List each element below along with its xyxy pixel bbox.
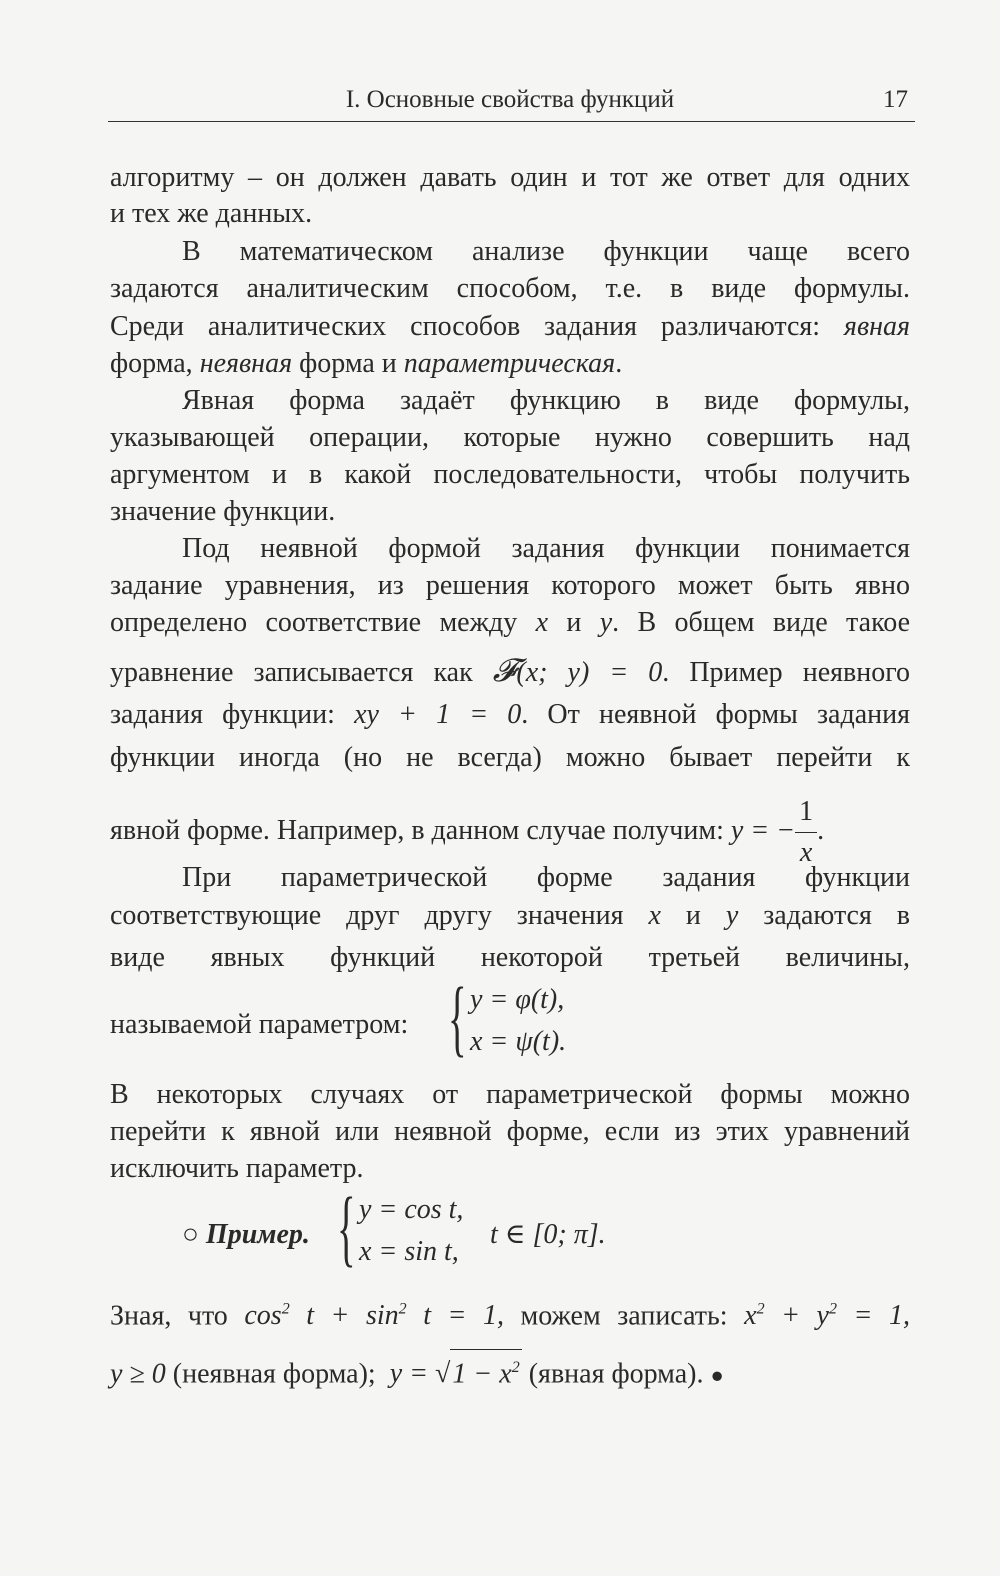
math-formula	[390, 1358, 522, 1389]
math-part: 1 − x	[452, 1358, 512, 1390]
text-span: . В общем виде такое	[612, 607, 911, 638]
circle-icon: ○	[182, 1219, 199, 1250]
system-row: x = sin t,	[359, 1236, 459, 1267]
italic-term: параметрическая	[403, 348, 616, 379]
superscript: 2	[756, 1301, 765, 1318]
superscript: 2	[398, 1301, 407, 1318]
text-line: задание уравнения, из решения которого может быть явно	[110, 570, 910, 601]
text-line	[110, 309, 910, 345]
text-line: функции иногда (но не всегда) можно бывает перейти к	[110, 742, 910, 773]
text-span: определено соответствие между	[110, 607, 518, 638]
text-span: Среди аналитических способов задания различаются:	[110, 311, 821, 342]
text-span: форма и	[299, 348, 397, 379]
italic-term: явная	[843, 311, 910, 342]
system-row: x = ψ(t).	[470, 1026, 567, 1057]
text-span: уравнение записывается как	[110, 657, 473, 688]
text-line: аргументом и в какой последовательности, чтобы получить	[110, 459, 910, 490]
math-var: y	[599, 607, 613, 638]
text-line: В математическом анализе функции чаще всего	[182, 236, 910, 267]
text-span: (неявная форма);	[172, 1358, 376, 1390]
text-span: можем записать:	[520, 1300, 728, 1332]
left-brace: {	[448, 969, 467, 1065]
superscript: 2	[281, 1301, 290, 1318]
math-formula: (x; y) = 0	[516, 657, 663, 688]
text-span: задания функции:	[110, 699, 335, 730]
fraction	[795, 798, 817, 867]
text-line: значение функции.	[110, 496, 336, 527]
text-span: .	[615, 348, 623, 379]
math-formula	[744, 1300, 910, 1331]
text-line: виде явных функций некоторой третьей величины,	[110, 942, 910, 973]
text-line: Явная форма задаёт функцию в виде формулы,	[182, 385, 910, 416]
math-part: x	[744, 1300, 757, 1332]
math-part: t + sin	[289, 1300, 399, 1332]
math-var: y	[725, 900, 739, 931]
example-title: Пример	[205, 1219, 303, 1250]
text-span: . Пример неявного	[662, 657, 911, 688]
sqrt-radicand	[450, 1349, 521, 1392]
italic-term: неявная	[199, 348, 293, 379]
text-span: задаются в	[763, 900, 911, 931]
text-line	[110, 652, 910, 691]
text-span: соответствующие друг другу значения	[110, 900, 624, 931]
text-line	[110, 605, 910, 641]
math-part: = 1,	[836, 1300, 910, 1332]
math-var: x	[535, 607, 548, 638]
text-line: В некоторых случаях от параметрической формы можно	[110, 1079, 910, 1110]
text-span: (явная форма).	[528, 1358, 704, 1390]
text-line	[110, 898, 910, 934]
text-line	[110, 697, 910, 733]
text-line: Под неявной формой задания функции понимается	[182, 533, 910, 564]
text-span: Зная, что	[110, 1300, 228, 1332]
text-line: исключить параметр.	[110, 1153, 364, 1184]
math-formula: y = −	[730, 814, 796, 846]
text-line: алгоритму – он должен давать один и тот же ответ для одних	[110, 162, 910, 193]
text-span: явной форме. Например, в данном случае получим:	[110, 814, 724, 846]
math-var: x	[648, 900, 661, 931]
math-formula	[244, 1300, 504, 1331]
text-line	[110, 346, 910, 382]
text-line: указывающей операции, которые нужно совершить над	[110, 422, 910, 453]
example-system	[337, 1179, 497, 1276]
end-bullet-icon: ●	[710, 1362, 724, 1388]
text-span: . От неявной формы задания	[521, 699, 911, 730]
text-line: При параметрической форме задания функции	[182, 862, 910, 893]
text-span: и	[566, 607, 582, 638]
text-span: .	[817, 814, 825, 846]
math-part: cos	[244, 1300, 282, 1332]
page-number: 17	[883, 86, 908, 113]
text-line: перейти к явной или неявной форме, если из этих уравнений	[110, 1116, 910, 1147]
running-header-title: I. Основные свойства функций	[345, 86, 675, 113]
math-part: + y	[764, 1300, 829, 1332]
math-part: y = √	[389, 1358, 451, 1390]
system-row: y = cos t,	[359, 1194, 464, 1225]
text-span: форма,	[110, 348, 193, 379]
math-formula: y ≥ 0	[110, 1358, 166, 1390]
text-line	[110, 1292, 910, 1334]
text-span: .	[302, 1219, 310, 1250]
math-formula: xy + 1 = 0	[354, 699, 522, 730]
example-label	[182, 1217, 342, 1253]
system-row: y = φ(t),	[470, 984, 565, 1015]
fraction-numerator: 1	[795, 798, 817, 833]
text-line: задаются аналитическим способом, т.е. в виде формулы.	[110, 273, 910, 304]
parametric-system	[448, 969, 608, 1066]
text-span: и	[685, 900, 701, 931]
header-rule	[108, 121, 915, 122]
text-line	[110, 798, 910, 867]
text-line	[110, 1349, 910, 1393]
text-line: и тех же данных.	[110, 198, 313, 229]
superscript: 2	[511, 1359, 520, 1376]
left-brace: {	[337, 1179, 356, 1275]
example-domain: t ∈ [0; π].	[490, 1219, 606, 1250]
fraction-denominator: x	[799, 837, 813, 868]
text-line: называемой параметром:	[110, 1009, 409, 1040]
math-script-f: 𝓕	[492, 651, 517, 689]
superscript: 2	[828, 1301, 837, 1318]
math-part: t = 1,	[406, 1300, 504, 1332]
